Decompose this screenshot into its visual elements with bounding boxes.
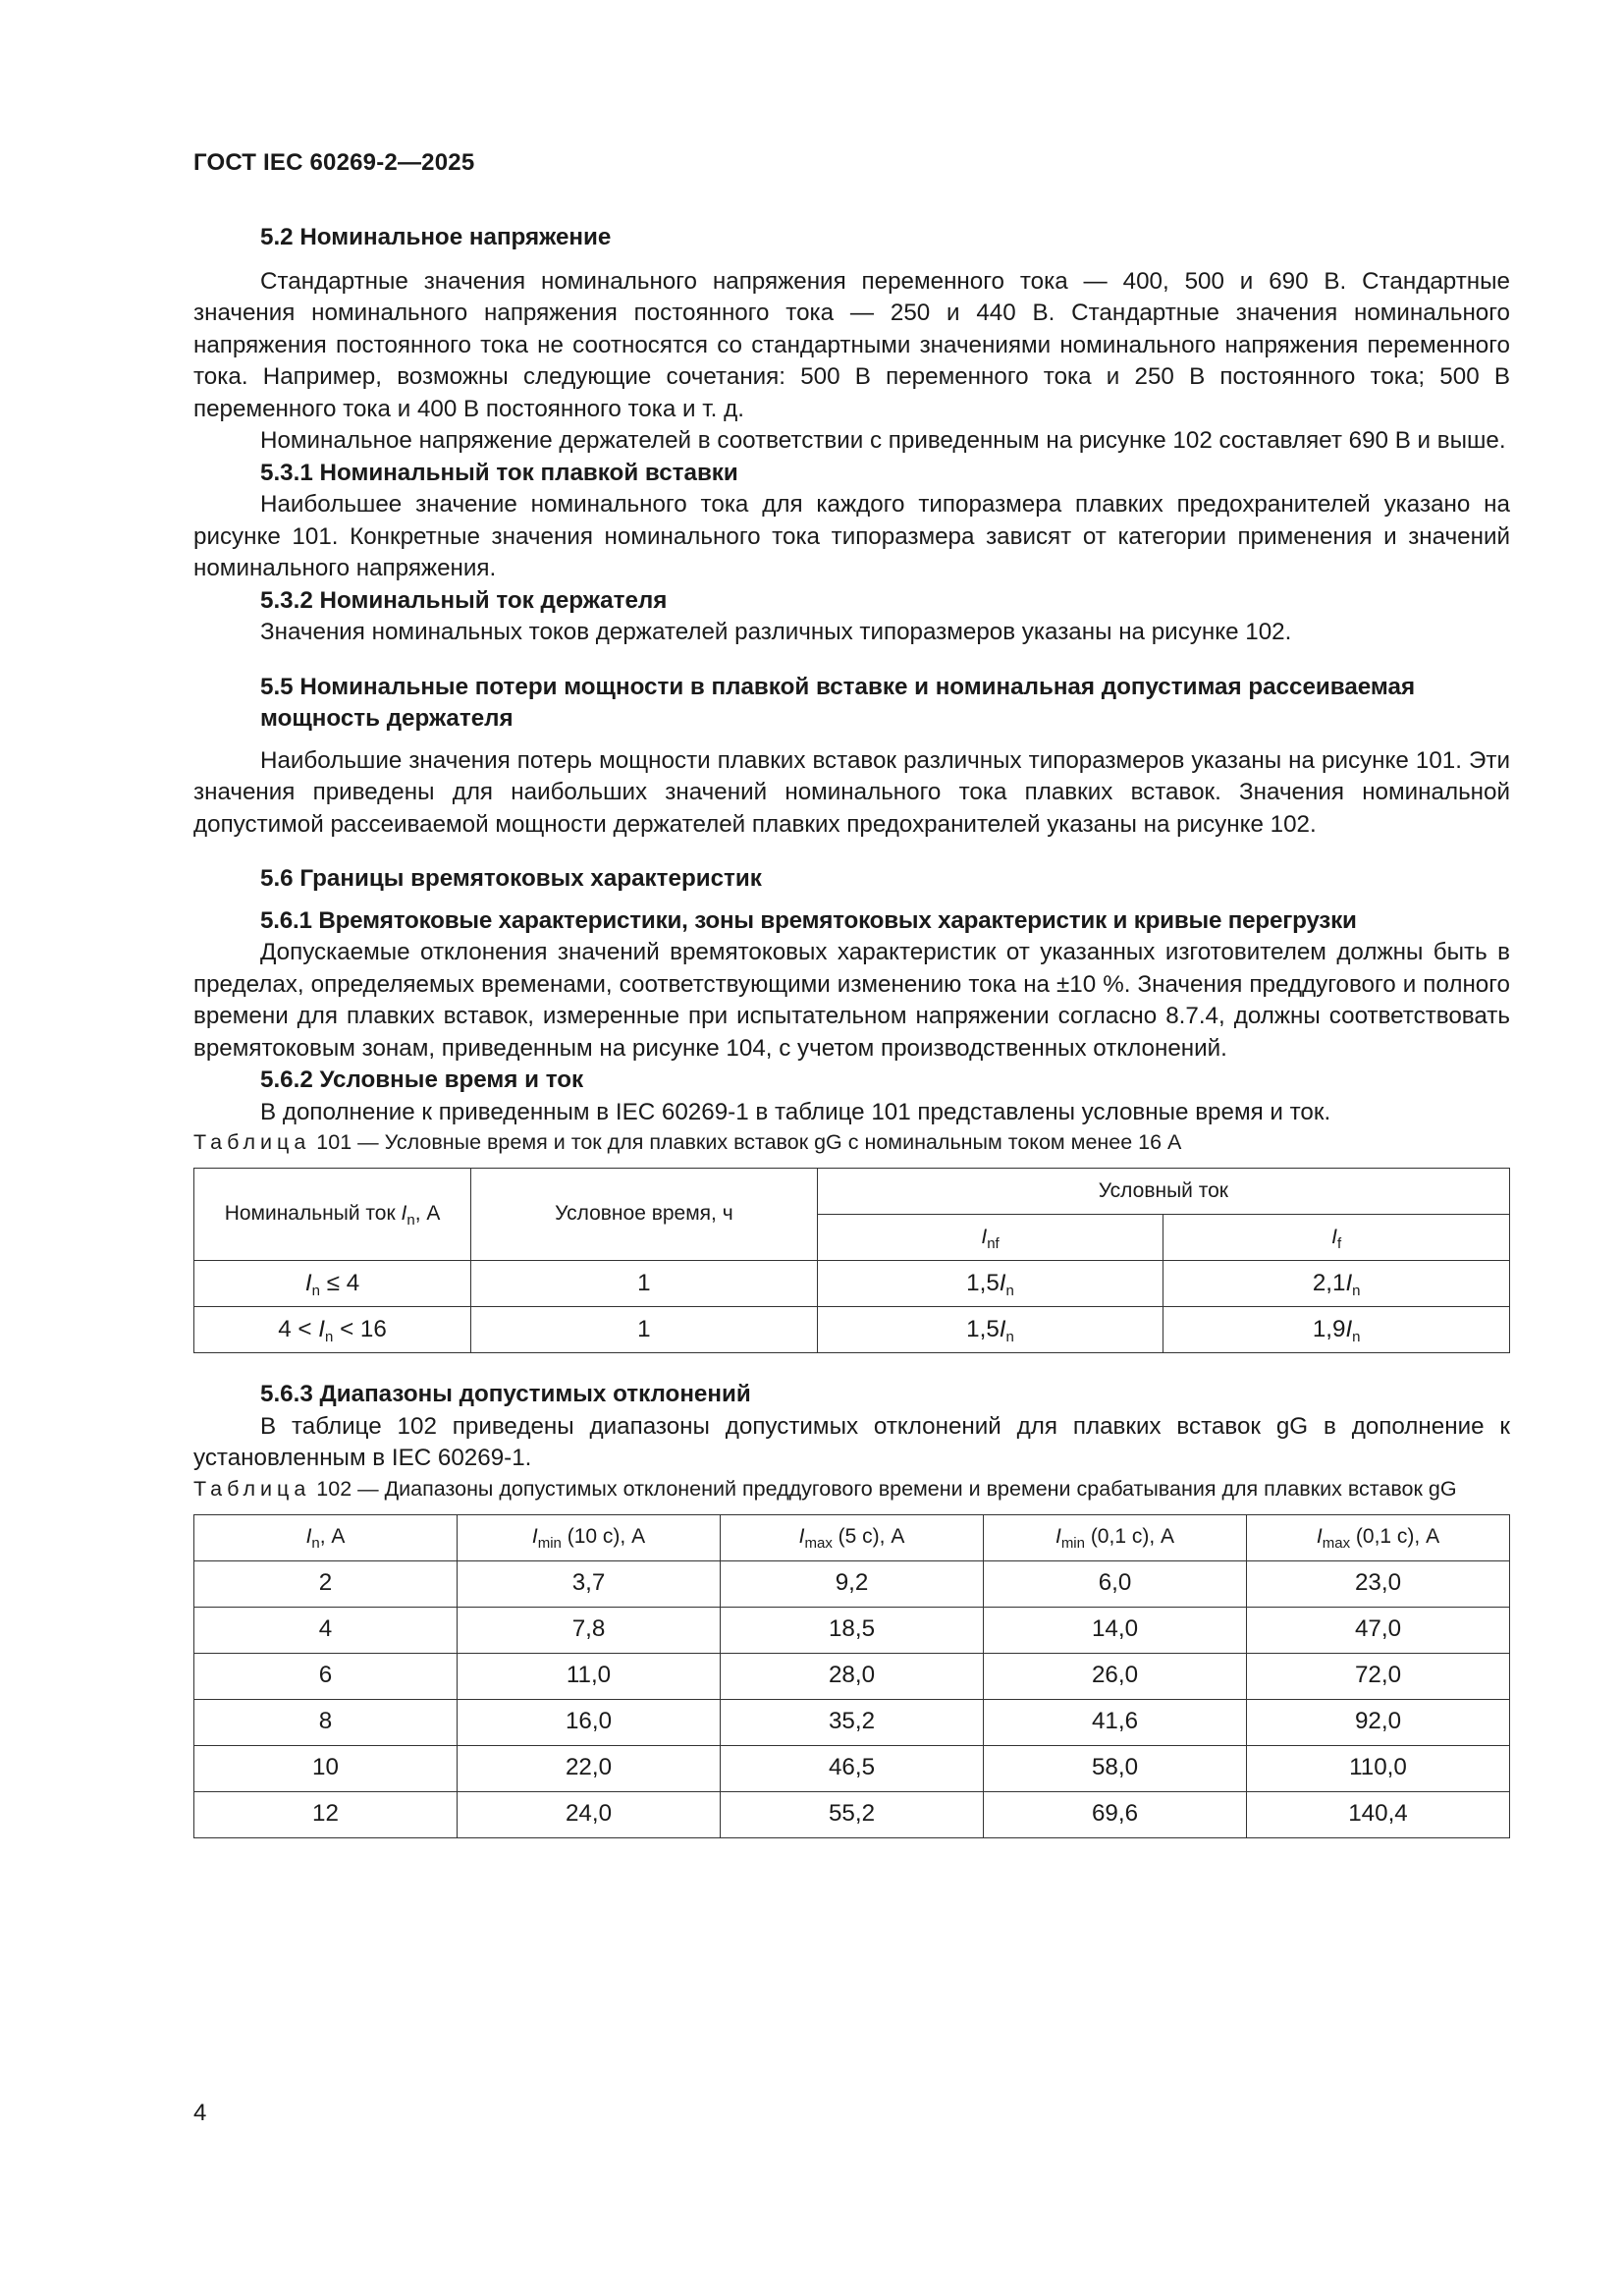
table-101-caption [193, 1128, 1510, 1156]
section-5-3-2-paragraph: Значения номинальных токов держателей различных типоразмеров указаны на рисунке 102. [260, 619, 1292, 645]
section-5-6-1-title: 5.6.1 Времятоковые характеристики, зоны времятоковых характеристик и кривые перегрузки [260, 906, 1357, 934]
table-101-label: Таблица [193, 1130, 311, 1154]
table-102-col-imax-5s: $I_{max}$ (5 с), А [721, 1514, 984, 1560]
section-5-6-3-title: 5.6.3 Диапазоны допустимых отклонений [260, 1381, 751, 1407]
table-cell: 92,0 [1247, 1699, 1510, 1745]
table-cell: $2,1I_n$ [1163, 1261, 1510, 1307]
table-cell: 3,7 [458, 1560, 721, 1607]
section-5-6-title: 5.6 Границы времятоковых характеристик [260, 865, 762, 892]
table-cell: 8 [194, 1699, 458, 1745]
table-101-col-rated-current: Номинальный ток $I_n$, А [194, 1169, 471, 1261]
table-cell: 35,2 [721, 1699, 984, 1745]
table-102-col-imax-01s: $I_{max}$ (0,1 с), А [1247, 1514, 1510, 1560]
table-row [194, 1607, 1510, 1653]
table-cell: 12 [194, 1791, 458, 1837]
table-cell: $I_n \le 4$ [194, 1261, 471, 1307]
table-cell: 58,0 [984, 1745, 1247, 1791]
table-101-col-conventional-current: Условный ток [817, 1169, 1509, 1215]
table-cell: 9,2 [721, 1560, 984, 1607]
table-row [194, 1653, 1510, 1699]
page-number: 4 [193, 2100, 207, 2126]
table-102-caption-text: 102 — Диапазоны допустимых отклонений преддугового времени и времени срабатывания для плавких вставок gG [310, 1476, 1457, 1501]
table-101 [193, 1168, 1510, 1353]
table-cell: 69,6 [984, 1791, 1247, 1837]
table-cell: 10 [194, 1745, 458, 1791]
table-102 [193, 1514, 1510, 1838]
section-5-5-title: 5.5 Номинальные потери мощности в плавкой вставке и номинальная допустимая рассеиваемая мощность держателя [260, 673, 1416, 732]
table-cell: $1,9I_n$ [1163, 1307, 1510, 1353]
table-101-header-row [194, 1169, 1510, 1215]
table-row [194, 1791, 1510, 1837]
table-cell: 55,2 [721, 1791, 984, 1837]
table-101-col-inf: $I_{nf}$ [817, 1215, 1163, 1261]
table-cell: 14,0 [984, 1607, 1247, 1653]
table-102-caption [193, 1475, 1510, 1503]
table-cell: $1,5I_n$ [817, 1261, 1163, 1307]
table-cell: 47,0 [1247, 1607, 1510, 1653]
table-cell: 72,0 [1247, 1653, 1510, 1699]
section-5-2-paragraph-2: Номинальное напряжение держателей в соответствии с приведенным на рисунке 102 составляет 690 В и выше. [260, 427, 1506, 454]
table-102-col-imin-10s: $I_{min}$ (10 с), А [458, 1514, 721, 1560]
section-5-5-paragraph: Наибольшие значения потерь мощности плавких вставок различных типоразмеров указаны на рисунке 101. Эти значения приведены для наибольших значений номинального тока плавких вставок. Значения номинальной допустимой рассеиваемой мощности держателей плавких предохранителей указаны на рисунке 102. [193, 746, 1510, 838]
table-102-col-in: $I_n$, А [194, 1514, 458, 1560]
table-102-header-row [194, 1514, 1510, 1560]
table-cell: 7,8 [458, 1607, 721, 1653]
section-5-6-2-title: 5.6.2 Условные время и ток [260, 1066, 584, 1093]
table-cell: 18,5 [721, 1607, 984, 1653]
section-5-6-2-paragraph: В дополнение к приведенным в IEC 60269-1 в таблице 101 представлены условные время и ток. [260, 1098, 1331, 1125]
table-row [194, 1699, 1510, 1745]
section-5-6-3-paragraph: В таблице 102 приведены диапазоны допустимых отклонений для плавких вставок gG в дополнение к установленным в IEC 60269-1. [193, 1412, 1510, 1471]
table-cell: 140,4 [1247, 1791, 1510, 1837]
table-cell: 23,0 [1247, 1560, 1510, 1607]
table-cell: 46,5 [721, 1745, 984, 1791]
table-cell: $4 < I_n < 16$ [194, 1307, 471, 1353]
table-cell: 28,0 [721, 1653, 984, 1699]
table-cell: 41,6 [984, 1699, 1247, 1745]
table-cell: 2 [194, 1560, 458, 1607]
table-cell: 1 [471, 1261, 818, 1307]
table-row [194, 1307, 1510, 1353]
table-cell: 4 [194, 1607, 458, 1653]
table-cell: 110,0 [1247, 1745, 1510, 1791]
table-101-caption-text: 101 — Условные время и ток для плавких вставок gG с номинальным током менее 16 А [310, 1130, 1182, 1154]
table-cell: 11,0 [458, 1653, 721, 1699]
table-row [194, 1261, 1510, 1307]
table-row [194, 1560, 1510, 1607]
document-body [193, 222, 1510, 1838]
document-header: ГОСТ IEC 60269-2—2025 [193, 149, 475, 176]
table-102-label: Таблица [193, 1476, 311, 1501]
table-cell: 24,0 [458, 1791, 721, 1837]
table-101-col-if: $I_f$ [1163, 1215, 1510, 1261]
section-5-6-1-paragraph: Допускаемые отклонения значений времятоковых характеристик от указанных изготовителем должны быть в пределах, определяемых временами, соответствующими изменению тока на ±10 %. Значения преддугового и полного времени для плавких вставок, измеренные при испытательном напряжении согласно 8.7.4, должны соответствовать времятоковым зонам, приведенным на рисунке 104, с учетом производственных отклонений. [193, 939, 1510, 1062]
section-5-3-1-paragraph: Наибольшее значение номинального тока для каждого типоразмера плавких предохранителей указано на рисунке 101. Конкретные значения номинального тока типоразмера зависят от категории применения и значений номинального напряжения. [193, 491, 1510, 581]
table-102-col-imin-01s: $I_{min}$ (0,1 с), А [984, 1514, 1247, 1560]
section-5-3-1-title: 5.3.1 Номинальный ток плавкой вставки [260, 459, 738, 486]
table-cell: $1,5I_n$ [817, 1307, 1163, 1353]
table-cell: 16,0 [458, 1699, 721, 1745]
table-cell: 6 [194, 1653, 458, 1699]
section-5-2-title: 5.2 Номинальное напряжение [260, 224, 612, 250]
section-5-2-paragraph-1: Стандартные значения номинального напряжения переменного тока — 400, 500 и 690 В. Стандартные значения номинального напряжения постоянного тока — 250 и 440 В. Стандартные значения номинального напряжения постоянного тока не соотносятся со стандартными значениями номинального напряжения переменного тока. Например, возможны следующие сочетания: 500 В переменного тока и 250 В постоянного тока; 500 В переменного тока и 400 В постоянного тока и т. д. [193, 267, 1510, 422]
table-cell: 26,0 [984, 1653, 1247, 1699]
section-5-3-2-title: 5.3.2 Номинальный ток держателя [260, 586, 668, 614]
table-cell: 1 [471, 1307, 818, 1353]
table-101-col-conventional-time: Условное время, ч [471, 1169, 818, 1261]
table-cell: 22,0 [458, 1745, 721, 1791]
table-cell: 6,0 [984, 1560, 1247, 1607]
table-row [194, 1745, 1510, 1791]
